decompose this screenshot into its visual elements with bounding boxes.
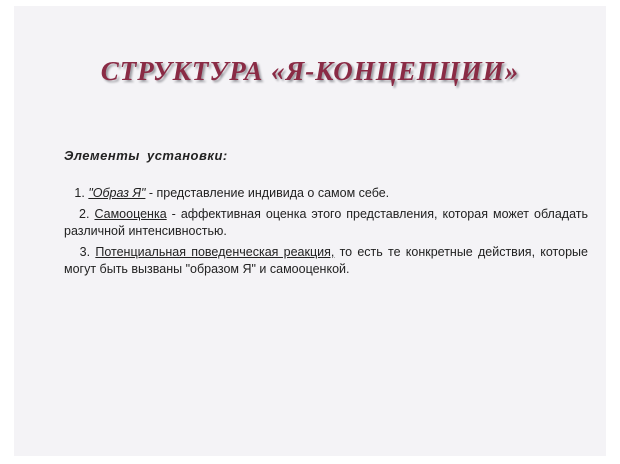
section-heading: Элементы установки: [64, 148, 228, 163]
list-item [64, 244, 588, 278]
list-item [64, 185, 588, 202]
list-item [64, 206, 588, 240]
item-term: "Образ Я" [88, 186, 146, 200]
item-separator: - [145, 186, 157, 200]
slide [14, 6, 606, 456]
item-text: то есть те конкретные действия, которые могут быть вызваны "образом Я" и самооценкой. [64, 245, 588, 276]
items-list [64, 185, 588, 282]
item-text: аффективная оценка этого представления, которая может обладать различной интенсивностью. [64, 207, 589, 238]
item-number: 1. [74, 186, 85, 200]
slide-title: СТРУКТУРА «Я-КОНЦЕПЦИИ» [100, 56, 520, 86]
item-number: 3. [79, 245, 91, 259]
item-term: Потенциальная поведенческая реакция, [95, 245, 335, 259]
item-term: Самооценка [94, 207, 167, 221]
item-number: 2. [79, 207, 90, 221]
item-separator: - [166, 207, 181, 221]
item-text: представление индивида о самом себе. [156, 186, 390, 200]
